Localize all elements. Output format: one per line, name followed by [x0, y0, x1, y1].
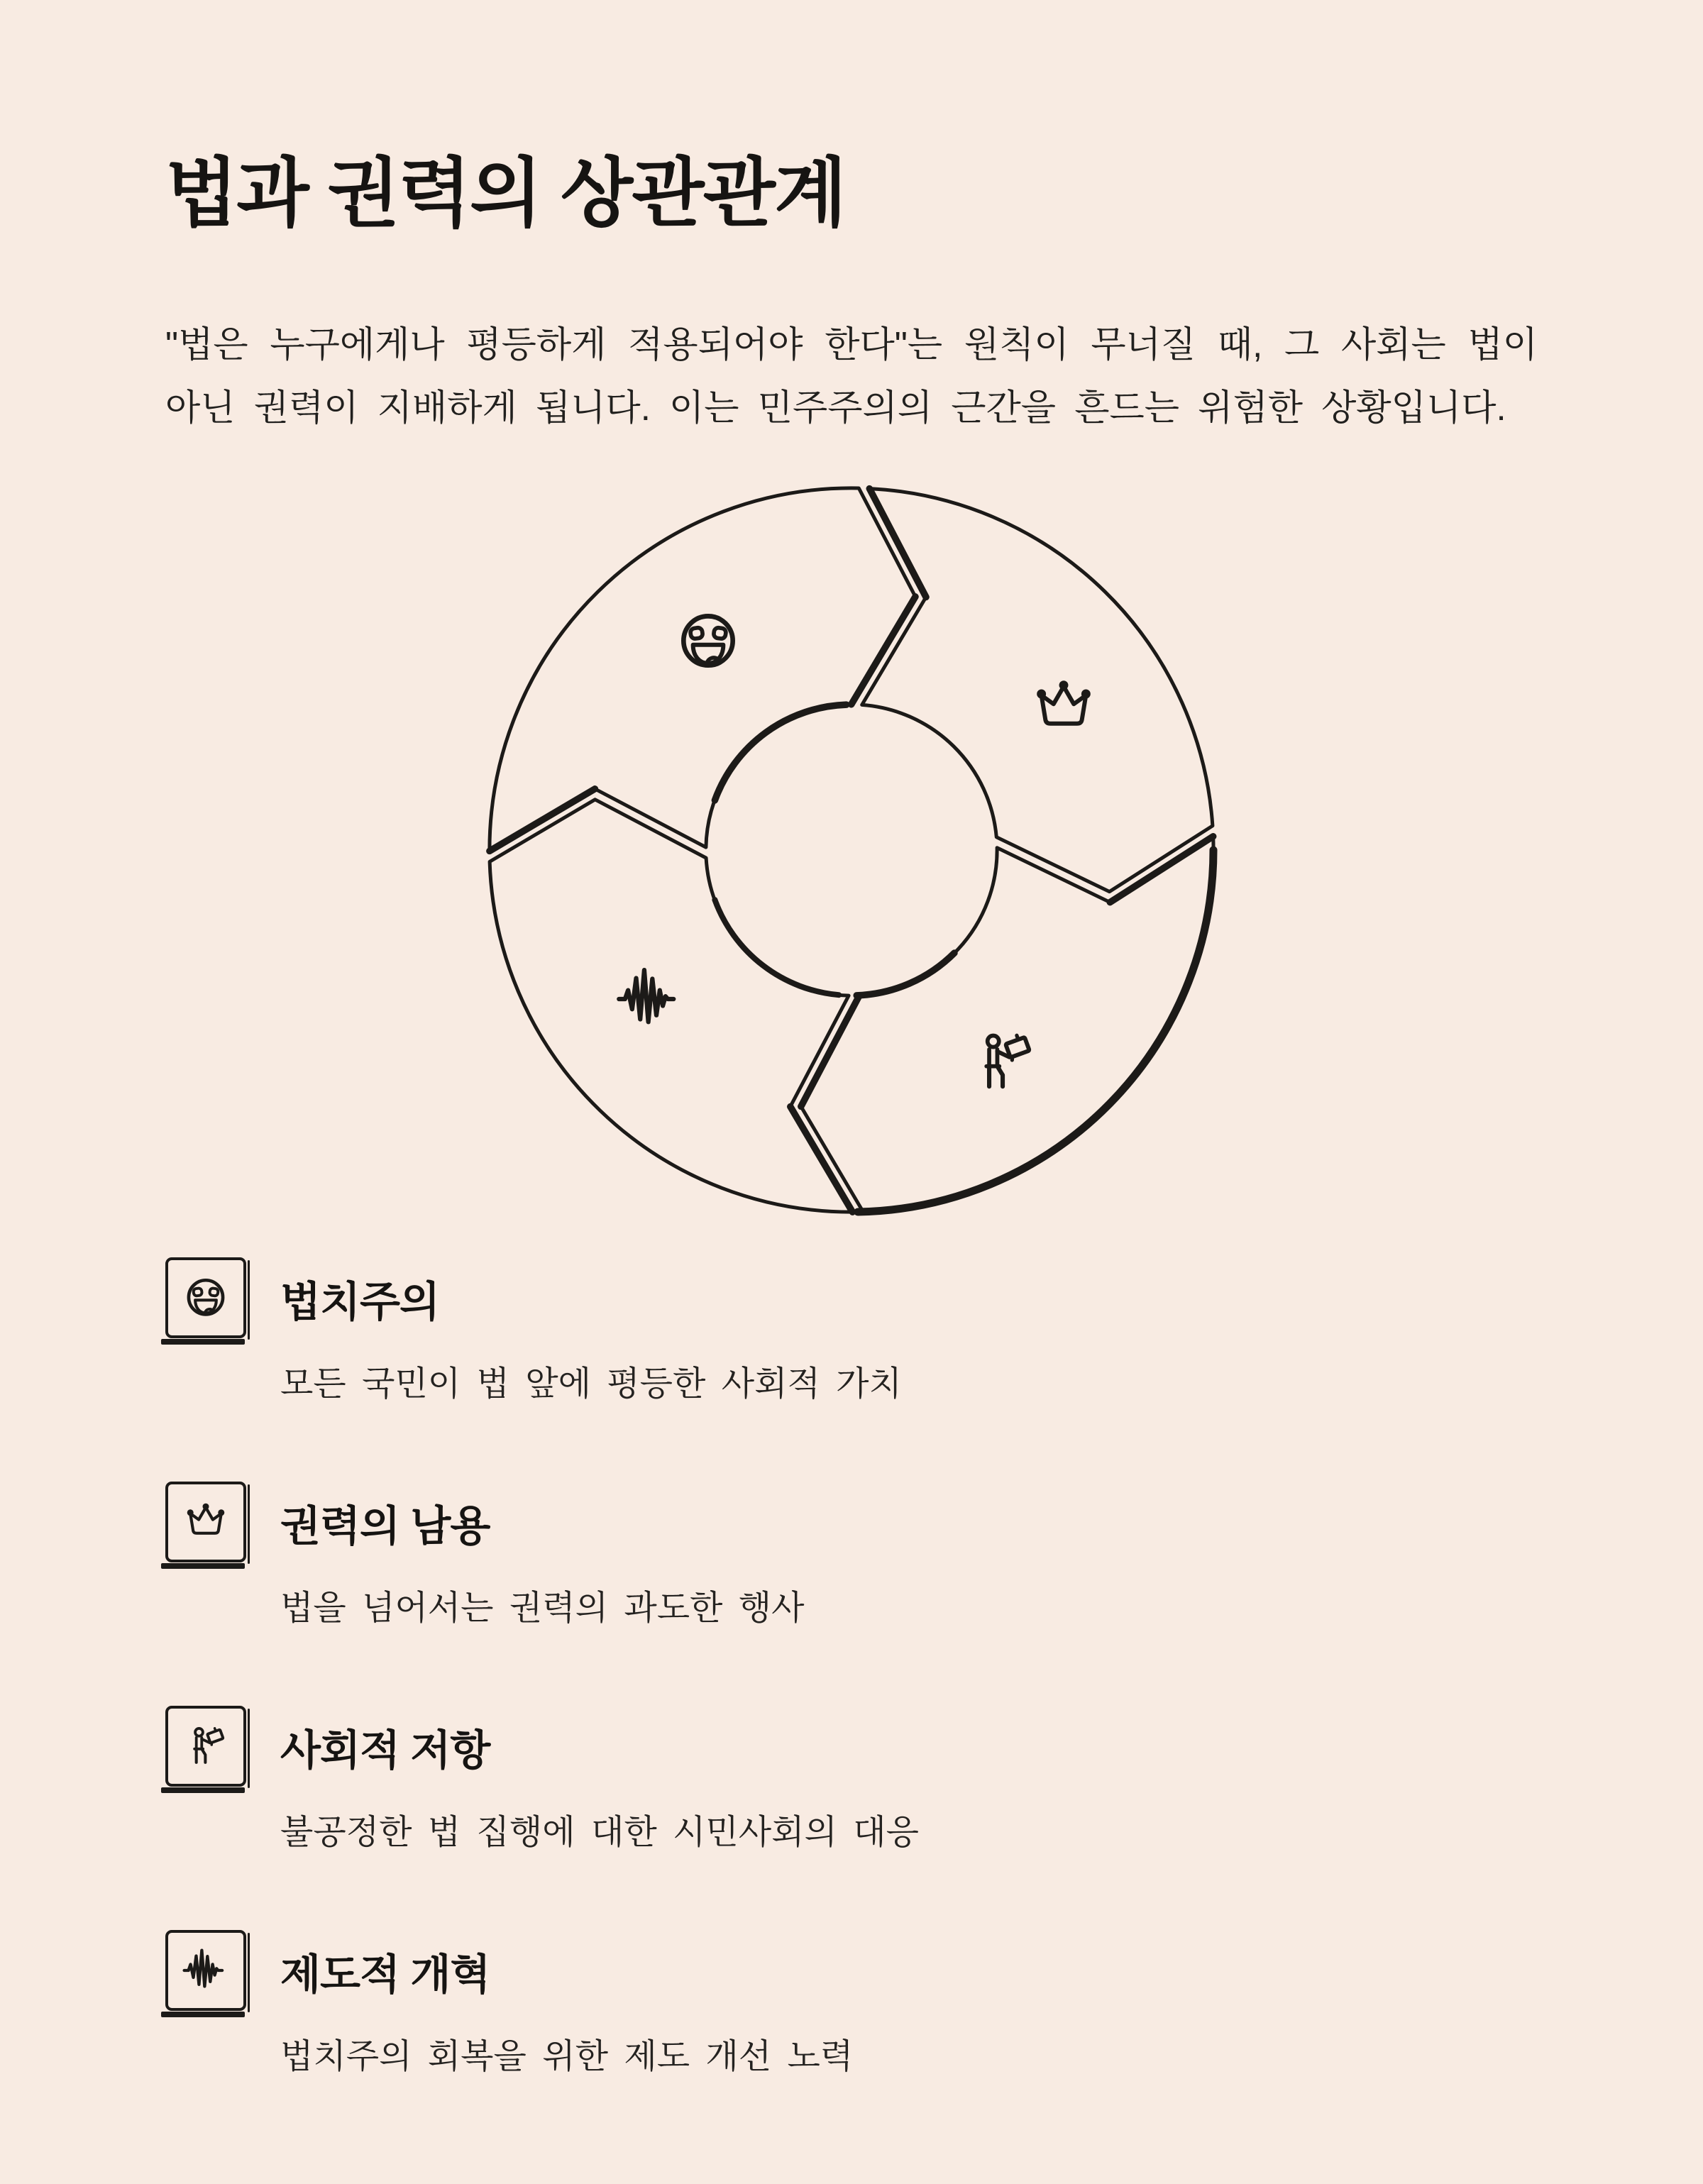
cycle-diagram [461, 460, 1242, 1240]
legend [165, 1257, 1538, 2078]
segment-bottom-right [801, 837, 1213, 1212]
legend-item-social-resistance [165, 1706, 1538, 1853]
crown-icon [182, 1499, 229, 1545]
legend-icon-box [165, 1482, 246, 1562]
legend-item-title: 사회적 저항 [280, 1726, 490, 1774]
legend-icon-box [165, 1706, 246, 1787]
legend-icon-box [165, 1257, 246, 1338]
segment-bottom-left [490, 800, 852, 1212]
laughing-face-icon [182, 1274, 229, 1321]
segment-top-left [490, 488, 915, 851]
legend-item-title: 법치주의 [280, 1278, 439, 1325]
legend-item-rule-of-law [165, 1257, 1538, 1405]
legend-item-description: 법을 넘어서는 권력의 과도한 행사 [280, 1589, 805, 1627]
segment-top-right [862, 489, 1213, 892]
intro-paragraph: "법은 누구에게나 평등하게 적용되어야 한다"는 원칙이 무너질 때, 그 사회는 법이 아닌 권력이 지배하게 됩니다. 이는 민주주의의 근간을 흔드는 위험한 상황입니다. [165, 324, 1538, 429]
legend-item-text [280, 1482, 805, 1629]
cycle-diagram-svg [461, 460, 1242, 1240]
legend-item-description: 불공정한 법 집행에 대한 시민사회의 대응 [280, 1813, 919, 1851]
legend-item-text [280, 1930, 853, 2078]
legend-item-title: 제도적 개혁 [280, 1951, 490, 1998]
legend-item-description: 법치주의 회복을 위한 제도 개선 노력 [280, 2037, 854, 2075]
legend-item-text [280, 1257, 902, 1405]
legend-item-title: 권력의 남용 [280, 1502, 490, 1550]
legend-item-description: 모든 국민이 법 앞에 평등한 사회적 가치 [280, 1364, 902, 1403]
page-title: 법과 권력의 상관관계 [165, 152, 846, 236]
legend-item-abuse-of-power [165, 1482, 1538, 1629]
protest-person-icon [182, 1723, 229, 1770]
legend-icon-box [165, 1930, 246, 2011]
legend-item-text [280, 1706, 919, 1853]
waveform-icon [182, 1947, 229, 1994]
legend-item-institutional-reform [165, 1930, 1538, 2078]
